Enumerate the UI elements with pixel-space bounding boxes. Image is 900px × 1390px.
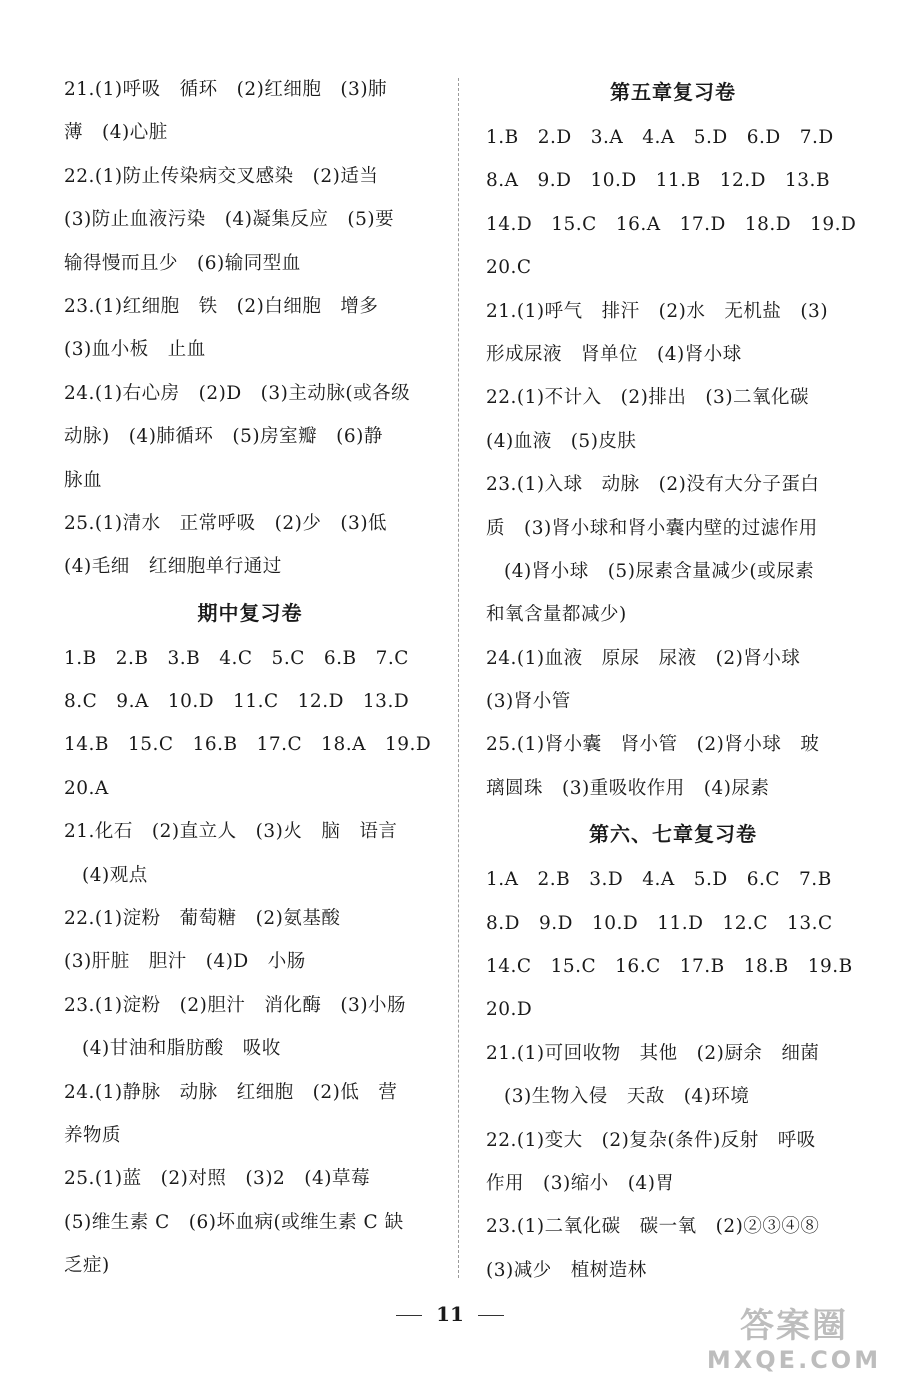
answer-line: 8.D 9.D 10.D 11.D 12.C 13.C [486, 912, 833, 934]
answer-line: 脉血 [64, 469, 103, 491]
answer-line: 14.D 15.C 16.A 17.D 18.D 19.D [486, 213, 857, 235]
answer-line: (5)维生素 C (6)坏血病(或维生素 C 缺 [64, 1211, 404, 1233]
answer-line: 23.(1)淀粉 (2)胆汁 消化酶 (3)小肠 [64, 994, 407, 1016]
answer-line: 动脉) (4)肺循环 (5)房室瓣 (6)静 [64, 426, 383, 448]
right-column [486, 68, 860, 1292]
watermark-url: MXQE.COM [706, 1346, 882, 1374]
answer-line: 和氧含量都减少) [486, 604, 627, 626]
answer-line: (3)血小板 止血 [64, 339, 206, 361]
answer-line: (3)肝脏 胆汁 (4)D 小肠 [64, 951, 306, 973]
answer-line: 25.(1)清水 正常呼吸 (2)少 (3)低 [64, 512, 388, 534]
answer-line: 8.C 9.A 10.D 11.C 12.D 13.D [64, 691, 410, 713]
answer-line: 24.(1)右心房 (2)D (3)主动脉(或各级 [64, 382, 411, 404]
answer-line: 23.(1)入球 动脉 (2)没有大分子蛋白 [486, 474, 820, 496]
answer-line: 22.(1)防止传染病交叉感染 (2)适当 [64, 165, 379, 187]
answer-line: 薄 (4)心脏 [64, 122, 168, 144]
answer-line: 20.D [486, 999, 533, 1021]
answer-line: 20.A [64, 777, 109, 799]
answer-line: 25.(1)肾小囊 肾小管 (2)肾小球 玻 [486, 734, 820, 756]
answer-line: 21.(1)可回收物 其他 (2)厨余 细菌 [486, 1042, 820, 1064]
watermark [694, 1306, 894, 1382]
section-heading: 第五章复习卷 [610, 80, 736, 104]
answer-line: (3)防止血液污染 (4)凝集反应 (5)要 [64, 209, 395, 231]
answer-line: (4)毛细 红细胞单行通过 [64, 556, 282, 578]
page-number: 11 [436, 1302, 464, 1326]
answer-line: 璃圆珠 (3)重吸收作用 (4)尿素 [486, 777, 770, 799]
footer-dash-right [478, 1315, 504, 1316]
answer-line: 形成尿液 肾单位 (4)肾小球 [486, 343, 742, 365]
answer-line: (4)观点 [82, 864, 148, 886]
answer-line: (4)甘油和脂肪酸 吸收 [82, 1038, 281, 1060]
footer-dash-left [396, 1315, 422, 1316]
answer-line: 21.(1)呼气 排汗 (2)水 无机盐 (3) [486, 300, 829, 322]
answer-line: 23.(1)红细胞 铁 (2)白细胞 增多 [64, 295, 379, 317]
answer-line: 14.B 15.C 16.B 17.C 18.A 19.D [64, 734, 432, 756]
answer-line: 质 (3)肾小球和肾小囊内壁的过滤作用 [486, 517, 818, 539]
answer-line: 21.化石 (2)直立人 (3)火 脑 语言 [64, 821, 398, 843]
answer-line: 作用 (3)缩小 (4)胃 [486, 1172, 675, 1194]
answer-line: 22.(1)淀粉 葡萄糖 (2)氨基酸 [64, 908, 341, 930]
answer-line: 输得慢而且少 (6)输同型血 [64, 252, 301, 274]
answer-line: (3)生物入侵 天敌 (4)环境 [504, 1086, 750, 1108]
answer-line: 养物质 [64, 1124, 122, 1146]
answer-line: 14.C 15.C 16.C 17.B 18.B 19.B [486, 956, 853, 978]
answer-line: 1.B 2.B 3.B 4.C 5.C 6.B 7.C [64, 647, 409, 669]
section-heading: 第六、七章复习卷 [589, 822, 757, 847]
answer-line: (4)血液 (5)皮肤 [486, 430, 637, 452]
answer-line: 乏症) [64, 1255, 110, 1277]
answer-line: 1.A 2.B 3.D 4.A 5.D 6.C 7.B [486, 869, 832, 891]
section-heading: 期中复习卷 [197, 600, 303, 625]
answer-line: 8.A 9.D 10.D 11.B 12.D 13.B [486, 170, 831, 192]
answer-line: 25.(1)蓝 (2)对照 (3)2 (4)草莓 [64, 1168, 371, 1190]
watermark-logo-text: 答案圈 [740, 1306, 848, 1346]
column-divider [458, 78, 459, 1278]
answer-line: 24.(1)血液 原尿 尿液 (2)肾小球 [486, 647, 801, 669]
answer-line: 23.(1)二氧化碳 碳一氧 (2)②③④⑧ [486, 1216, 820, 1238]
answer-line: 20.C [486, 257, 532, 279]
answer-line: (3)减少 植树造林 [486, 1259, 647, 1281]
answer-line: 24.(1)静脉 动脉 红细胞 (2)低 营 [64, 1081, 398, 1103]
answer-line: (3)肾小管 [486, 691, 571, 713]
answer-line: (4)肾小球 (5)尿素含量减少(或尿素 [504, 560, 815, 582]
answer-line: 21.(1)呼吸 循环 (2)红细胞 (3)肺 [64, 79, 388, 100]
answer-line: 22.(1)变大 (2)复杂(条件)反射 呼吸 [486, 1129, 816, 1151]
answer-line: 1.B 2.D 3.A 4.A 5.D 6.D 7.D [486, 127, 834, 148]
left-column [64, 68, 436, 1288]
answer-line: 22.(1)不计入 (2)排出 (3)二氧化碳 [486, 387, 810, 409]
